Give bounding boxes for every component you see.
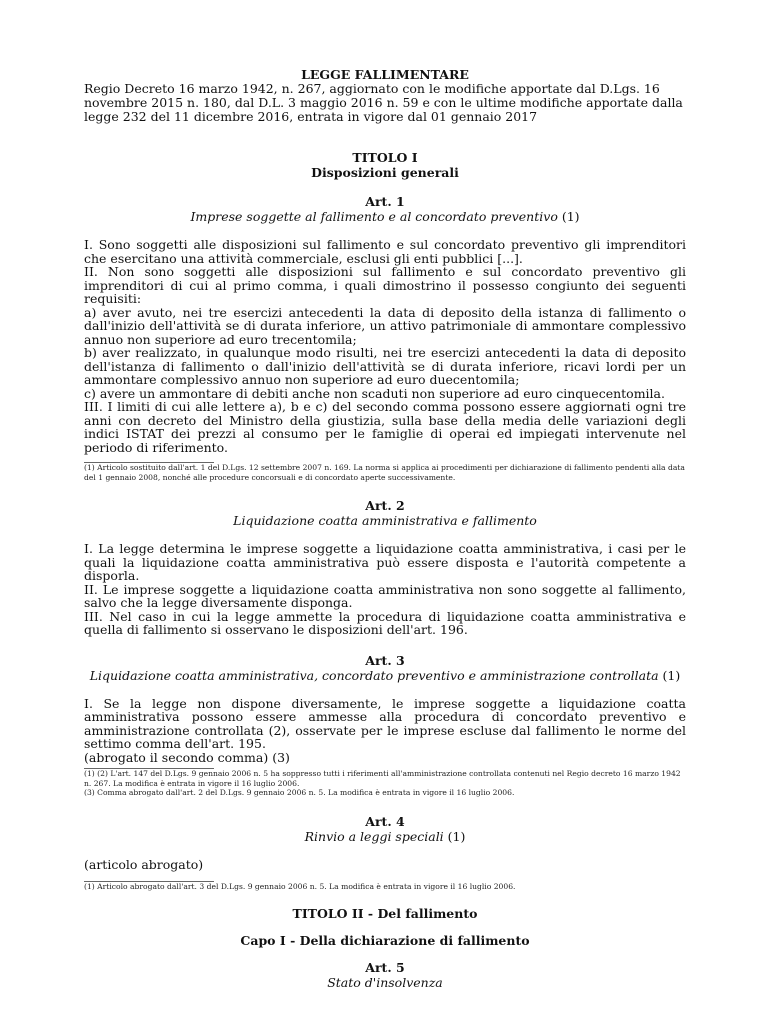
art-5-subtitle-text: Stato d'insolvenza (327, 974, 443, 990)
art-3-subtitle (84, 668, 686, 683)
art-4-subtitle-text: Rinvio a leggi speciali (304, 828, 444, 844)
art-4-title: Art. 4 (365, 813, 405, 829)
art-3-para-2: (abrogato il secondo comma) (3) (84, 749, 290, 765)
art-2-subtitle-text: Liquidazione coatta amministrativa e fallimento (233, 513, 537, 528)
art-1-para-3: III. I limiti di cui alle lettere a), b e c) del secondo comma possono essere aggiornati ogni tre anni con decreto del Ministro della giustizia, sulla base della media delle variazioni degli indici ISTAT dei prezzi al consumo per le famiglie di operai ed impiegati intervenute nel periodo di riferimento. (84, 399, 686, 455)
art-3-subtitle-text: Liquidazione coatta amministrativa, concordato preventivo e amministrazione controllata (89, 667, 659, 683)
art-1-para-1: I. Sono soggetti alle disposizioni sul fallimento e sul concordato preventivo gli imprenditori che esercitano una attività commerciale, esclusi gli enti pubblici [...]. (84, 237, 686, 266)
art-5-subtitle (84, 975, 686, 990)
art-3-footnote-1: (1) (2) L'art. 147 del D.Lgs. 9 gennaio 2006 n. 5 ha soppresso tutti i riferimenti all'amministrazione controllata contenuti nel Regio decreto 16 marzo 1942 n. 267. La modifica è entrata in vigore il 16 luglio 2006. (84, 769, 681, 788)
art-1-para-2: II. Non sono soggetti alle disposizioni sul fallimento e sul concordato preventivo gli imprenditori di cui al primo comma, i quali dimostrino il possesso congiunto dei seguenti requisiti: (84, 264, 686, 306)
capo-1-heading: Capo I - Della dichiarazione di fallimento (240, 932, 530, 948)
art-5-title: Art. 5 (365, 959, 405, 975)
art-1-title: Art. 1 (365, 194, 405, 209)
art-2-para-2: II. Le imprese soggette a liquidazione coatta amministrativa non sono soggette al fallimento, salvo che la legge diversamente disponga. (84, 581, 686, 610)
titolo-1-heading: TITOLO I (352, 150, 418, 165)
art-1-para-c: c) avere un ammontare di debiti anche non scaduti non superiore ad euro cinquecentomila. (84, 385, 665, 401)
document-title: LEGGE FALLIMENTARE (301, 67, 469, 82)
art-3-footnote-ref: (1) (658, 667, 681, 683)
art-2-para-3: III. Nel caso in cui la legge ammette la procedura di liquidazione coatta amministrativa e quella di fallimento si osservano le disposizioni dell'art. 196. (84, 608, 686, 637)
document-intro: Regio Decreto 16 marzo 1942, n. 267, aggiornato con le modifiche apportate dal D.Lgs. 16 novembre 2015 n. 180, dal D.L. 3 maggio 2016 n. 59 e con le ultime modifiche apportate dalla legge 232 del 11 dicembre 2016, entrata in vigore dal 01 gennaio 2017 (84, 81, 683, 124)
art-1-footnote-ref: (1) (557, 209, 580, 224)
art-1-footnote-1: (1) Articolo sostituito dall'art. 1 del D.Lgs. 12 settembre 2007 n. 169. La norma si applica ai procedimenti per dichiarazione di fallimento pendenti alla data del 1 gennaio 2008, nonché alle procedure concorsuali e di concordato aperte successivamente. (84, 463, 685, 482)
art-2-para-1: I. La legge determina le imprese soggette a liquidazione coatta amministrativa, i casi per le quali la liquidazione coatta amministrativa può essere disposta e l'autorità competente a disporla. (84, 541, 686, 583)
art-4-footnote-ref: (1) (443, 828, 466, 844)
art-3-title: Art. 3 (365, 652, 405, 668)
art-4-subtitle (84, 829, 686, 844)
titolo-1-name: Disposizioni generali (311, 165, 459, 180)
art-2-title: Art. 2 (365, 498, 405, 513)
art-2-subtitle (84, 513, 686, 528)
art-1-subtitle (84, 209, 686, 224)
art-3-footnote-2: (3) Comma abrogato dall'art. 2 del D.Lgs. 9 gennaio 2006 n. 5. La modifica è entrata in vigore il 16 luglio 2006. (84, 788, 515, 797)
art-4-footnote-1: (1) Articolo abrogato dall'art. 3 del D.Lgs. 9 gennaio 2006 n. 5. La modifica è entrata in vigore il 16 luglio 2006. (84, 882, 516, 891)
art-1-subtitle-text: Imprese soggette al fallimento e al concordato preventivo (190, 209, 558, 224)
art-1-para-a: a) aver avuto, nei tre esercizi antecedenti la data di deposito della istanza di fallimento o dall'inizio dell'attività se di durata inferiore, un attivo patrimoniale di ammontare complessivo annuo non superiore ad euro trecentomila; (84, 304, 686, 347)
art-3-para-1: I. Se la legge non dispone diversamente, le imprese soggette a liquidazione coatta amministrativa possono essere ammesse alla procedura di concordato preventivo e amministrazione controllata (2), osservate per le imprese escluse dal fallimento le norme del settimo comma dell'art. 195. (84, 695, 686, 751)
art-4-para-1: (articolo abrogato) (84, 856, 204, 872)
titolo-2-heading: TITOLO II - Del fallimento (292, 905, 478, 921)
art-1-para-b: b) aver realizzato, in qualunque modo risulti, nei tre esercizi antecedenti la data di deposito dell'istanza di fallimento o dall'inizio dell'attività se di durata inferiore, ricavi lordi per un ammontare complessivo annuo non superiore ad euro duecentomila; (84, 345, 686, 387)
